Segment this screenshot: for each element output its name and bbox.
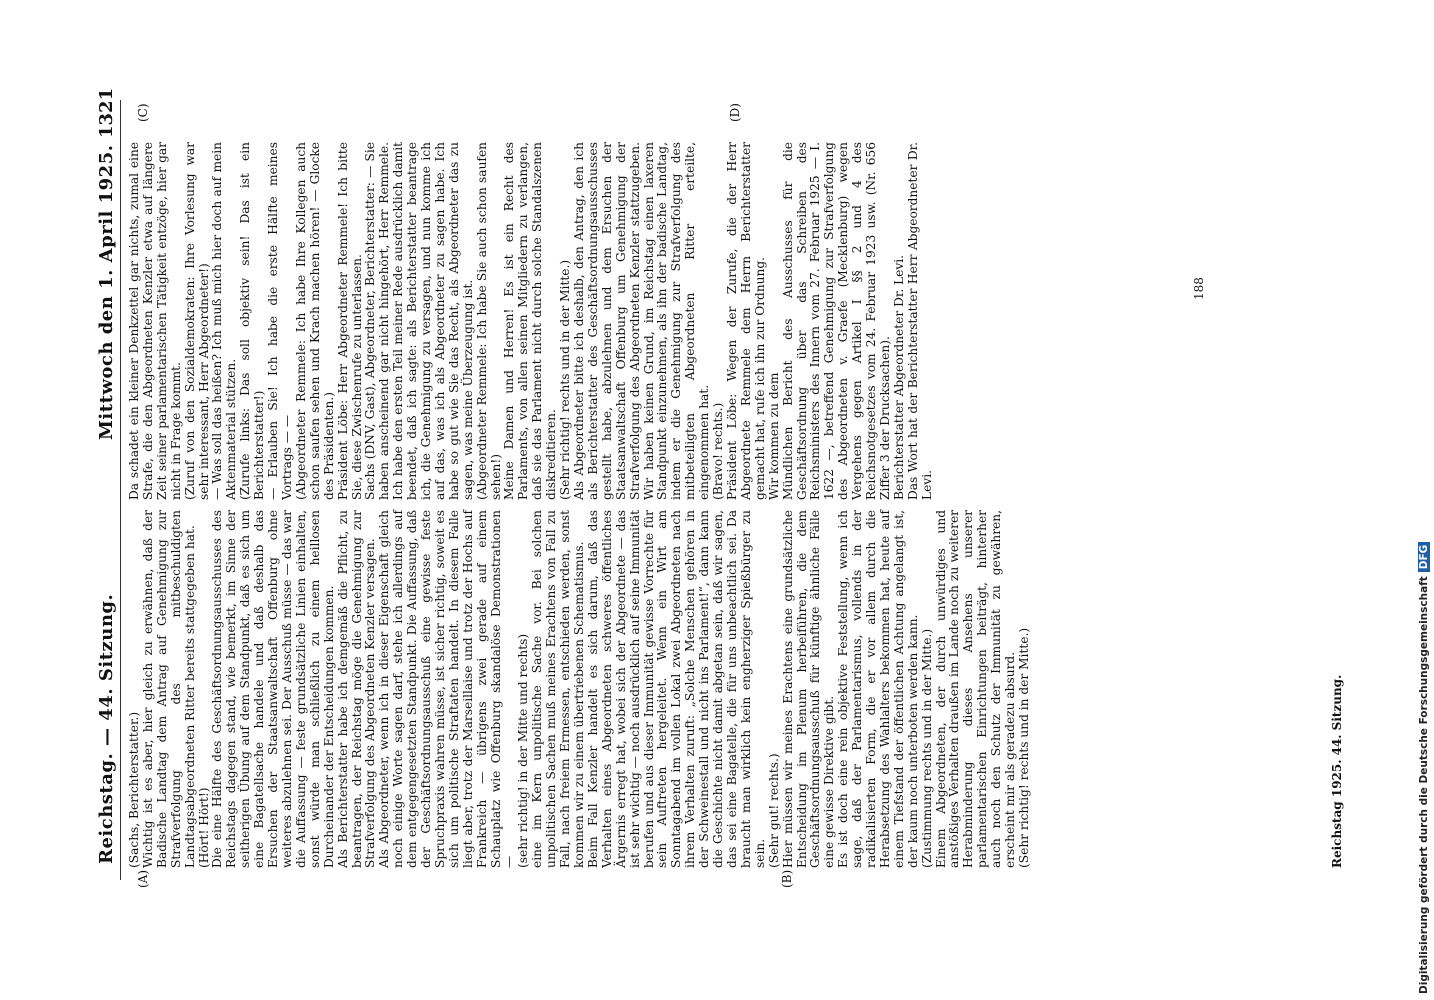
footer-imprint: Reichstag 1925. 44. Sitzung. (1330, 674, 1344, 868)
header-rule (120, 100, 121, 880)
credit-text: Digitalisierung gefördert durch die Deutsche Forschungsgemeinschaft (1418, 576, 1430, 994)
digitization-credit (1412, 6, 1434, 994)
text-column-right: Da schadet ein kleiner Denkzettel gar nichts, zumal eine Strafe, die den Abgeordneten Kenzler etwa auf längere Zeit seiner parlamentarischen Tätigkeit entzöge, hier gar nicht in Frage kommt. (Zuruf von den Sozialdemokraten: Ihre Vorlesung war sehr interessant, Herr Abgeordneter!) — Was soll das heißen? Ich muß mich hier doch auf mein Aktenmaterial stützen. (Zurufe links: Das soll objektiv sein! Das ist ein Berichterstatter!) — Erlauben Sie! Ich habe die erste Hälfte meines Vortrags — — (Abgeordneter Remmele: Ich habe Ihre Kollegen auch schon saufen sehen und Krach machen hören! — Glocke des Präsidenten.) Präsident Löbe: Herr Abgeordneter Remmele! Ich bitte Sie, diese Zwischenrufe zu unterlassen. Sachs (DNV, Gast), Abgeordneter, Berichterstatter: — Sie haben anscheinend gar nicht hingehört, Herr Remmele. Ich habe den ersten Teil meiner Rede ausdrücklich damit beendet, daß ich sagte: als Berichterstatter beantrage ich, die Genehmigung zu versagen, und nun komme ich auf das, was ich als Abgeordneter zu sagen habe. Ich habe so gut wie Sie das Recht, als Abgeordneter das zu sagen, was meine Überzeugung ist. (Abgeordneter Remmele: Ich habe Sie auch schon saufen sehen!) Meine Damen und Herren! Es ist ein Recht des Parlaments, von allen seinen Mitgliedern zu verlangen, daß sie das Parlament nicht durch solche Standalszenen diskreditieren. (Sehr richtig! rechts und in der Mitte.) Als Abgeordneter bitte ich deshalb, den Antrag, den ich als Berichterstatter des Geschäftsordnungsausschusses gestellt habe, abzulehnen und dem Ersuchen der Staatsanwaltschaft Offenburg um Genehmigung der Strafverfolgung des Abgeordneten Kenzler stattzugeben. Wir haben keinen Grund, im Reichstag einen laxeren Standpunkt einzunehmen, als ihn der badische Landtag, indem er die Genehmigung zur Strafverfolgung des mitbeteiligten Abgeordneten Ritter erteilte, eingenommen hat. (Bravo! rechts.) Präsident Löbe: Wegen der Zurufe, die der Herr Abgeordnete Remmele dem Herrn Berichterstatter gemacht hat, rufe ich ihn zur Ordnung. Wir kommen zu dem Mündlichen Bericht des Ausschusses für die Geschäftsordnung über das Schreiben des Reichsministers des Innern vom 27. Februar 1925 — I. 1622 —, betreffend Genehmigung zur Strafverfolgung des Abgeordneten v. Graefe (Mecklenburg) wegen Vergehens gegen Artikel I §§ 2 und 4 des Reichsnotgesetzes vom 24. Februar 1923 usw. (Nr. 656 Ziffer 3 der Drucksachen). Berichterstatter Abgeordneter Dr. Levi. Das Wort hat der Berichterstatter Herr Abgeordneter Dr. Levi. (127, 142, 934, 500)
margin-mark-a: (A) (136, 869, 150, 888)
running-header-left: Reichstag. — 44. Sitzung. (96, 593, 117, 864)
credit-line (1418, 6, 1434, 994)
page-number: 1321 (96, 87, 117, 138)
text-column-left: (Sachs, Berichterstatter.) Wichtig ist es aber, hier gleich zu erwähnen, daß der Badische Landtag dem Antrag auf Genehmigung zur Strafverfolgung des mitbeschuldigten Landtagsabgeordneten Ritter bereits stattgegeben hat. (Hört! Hört!) Die eine Hälfte des Geschäftsordnungsausschusses des Reichstags dagegen stand, wie bemerkt, im Sinne der seitherigen Übung auf dem Standpunkt, daß es sich um eine Bagatellsache handele und daß deshalb das Ersuchen der Staatsanwaltschaft Offenburg ohne weiteres abzulehnen sei. Der Ausschuß müsse — das war die Auffassung — feste grundsätzliche Linien einhalten, sonst würde man schließlich zu einem heillosen Durcheinander der Entscheidungen kommen. Als Berichterstatter habe ich demgemäß die Pflicht, zu beantragen, der Reichstag möge die Genehmigung zur Strafverfolgung des Abgeordneten Kenzler versagen. Als Abgeordneter, wenn ich in dieser Eigenschaft gleich noch einige Worte sagen darf, stehe ich allerdings auf dem entgegengesetzten Standpunkt. Die Auffassung, daß der Geschäftsordnungsausschuß eine gewisse feste Spruchpraxis wahren müsse, ist sicher richtig, soweit es sich um politische Straftaten handelt. In diesem Falle liegt aber, trotz der Marseillaise und trotz der Hochs auf Frankreich — übrigens zwei gerade auf einem Schauplatz wie Offenburg skandalöse Demonstrationen — (sehr richtig! in der Mitte und rechts) eine im Kern unpolitische Sache vor. Bei solchen unpolitischen Sachen muß meines Erachtens von Fall zu Fall, nach freiem Ermessen, entschieden werden, sonst kommen wir zu einem übertriebenen Schematismus. Beim Fall Kenzler handelt es sich darum, daß das Verhalten eines Abgeordneten schweres öffentliches Ärgernis erregt hat, wobei sich der Abgeordnete — das ist sehr wichtig — noch ausdrücklich auf seine Immunität berufen und aus dieser Immunität gewisse Vorrechte für sein Auftreten hergeleitet. Wenn ein Wirt am Sonntagabend im vollen Lokal zwei Abgeordneten nach ihrem Verhalten zuruft: „Solche Menschen gehören in der Schweinestall und nicht ins Parlament!“, dann kann die Geschichte nicht damit abgetan sein, daß wir sagen, das sei eine Bagatelle, die für uns unbeachtlich sei. Da braucht man wirklich kein engherziger Spießbürger zu sein. (Sehr gut! rechts.) Hier müssen wir meines Erachtens eine grundsätzliche Entscheidung im Plenum herbeiführen, die dem Geschäftsordnungsausschuß für künftige ähnliche Fälle eine gewisse Direktive gibt. Es ist doch eine rein objektive Feststellung, wenn ich sage, daß der Parlamentarismus, vollends in der radikalisierten Form, die er vor allem durch die Herabsetzung des Wahlalters bekommen hat, heute auf einem Tiefstand der öffentlichen Achtung angelangt ist, der kaum noch unterboten werden kann. (Zustimmung rechts und in der Mitte.) Einem Abgeordneten, der durch unwürdiges und anstößiges Verhalten draußen im Lande noch zu weiterer Herabminderung dieses Ansehens unserer parlamentarischen Einrichtungen beiträgt, hinterher auch noch den Schutz der Immunität zu gewähren, erscheint mir als geradezu absurd. (Sehr richtig! rechts und in der Mitte.) (127, 510, 1031, 868)
running-header-right: Mittwoch den 1. April 1925. (96, 144, 117, 440)
dfg-logo: DFG (1418, 542, 1430, 573)
margin-mark-b: (B) (780, 869, 794, 888)
margin-mark-d: (D) (728, 103, 742, 122)
printer-signature: 188 (1192, 277, 1206, 300)
margin-mark-c: (C) (136, 103, 150, 122)
